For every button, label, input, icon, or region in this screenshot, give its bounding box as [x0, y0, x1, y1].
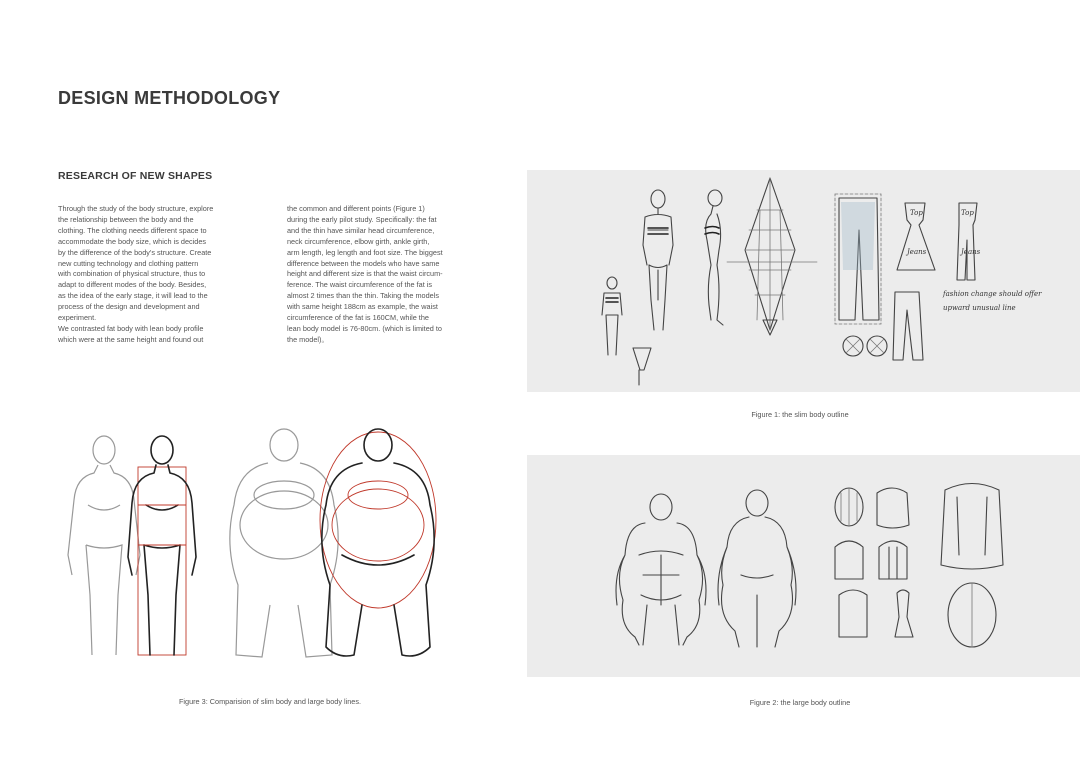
tag-2-text: Top [961, 209, 974, 217]
top-sketch-1 [897, 203, 935, 270]
jeans-label-1: Jeans [907, 248, 927, 256]
jeans-sketch [835, 194, 887, 356]
garment-shells [835, 484, 1003, 648]
figure-3-sketch [58, 425, 498, 675]
large-body-figure-2 [718, 490, 796, 647]
body-text-column-1: Through the study of the body structure, explore the relationship between the body and the clothing. The clothing needs different space to accommodate the body size, which is decides by the difference of the body's structure. Create new cutting technology and clothing pattern with combination of physical structure, thus to adapt to different modes of the body. Besides, as the idea of the early stage, it will lead to the process of the design and development and experiment. We contrasted fat body with lean body profile which were at the same height and found out [58, 204, 214, 344]
tag-1-text: Top [910, 209, 923, 217]
fat-body-outline [320, 429, 436, 656]
jeans-label-2: Jeans [961, 248, 981, 256]
page-title: DESIGN METHODOLOGY [58, 88, 281, 108]
large-body-figure-1 [616, 494, 706, 645]
handwritten-note-1: fashion change should offer [943, 290, 1042, 298]
figure-2-sketch [527, 455, 1080, 677]
body-text-column-2: the common and different points (Figure 1) during the early pilot study. Specifically: the fat and the thin have similar head circumference, neck circumference, elbow girth, ankle girth, arm length, leg length and foot size. The biggest difference between the models who have same height and different size is that the waist circum- ference. The waist circumference of the fat is almost 2 times than the thin. Taking the models with same height 188cm as example, the waist circumference of the fat is 160CM, while the lean body model is 76-80cm. (which is limited to the model)。 [287, 204, 443, 344]
top-sketch-2 [957, 203, 981, 280]
trousers-sketch [893, 292, 923, 360]
diamond-lattice [727, 178, 817, 335]
slim-body-outline [128, 436, 196, 655]
slim-figure-front [643, 190, 673, 330]
cone-sketch [633, 348, 651, 385]
slim-figure-side [705, 190, 723, 325]
figure-1-caption: Figure 1: the slim body outline [751, 410, 849, 419]
section-title: RESEARCH OF NEW SHAPES [58, 170, 213, 182]
figure-3-caption: Figure 3: Comparision of slim body and large body lines. [178, 697, 362, 706]
handwritten-note-2: upward unusual line [943, 304, 1016, 312]
small-figure [602, 277, 622, 355]
figure-2-caption: Figure 2: the large body outline [749, 698, 851, 707]
figure-1-sketch [527, 170, 1080, 392]
